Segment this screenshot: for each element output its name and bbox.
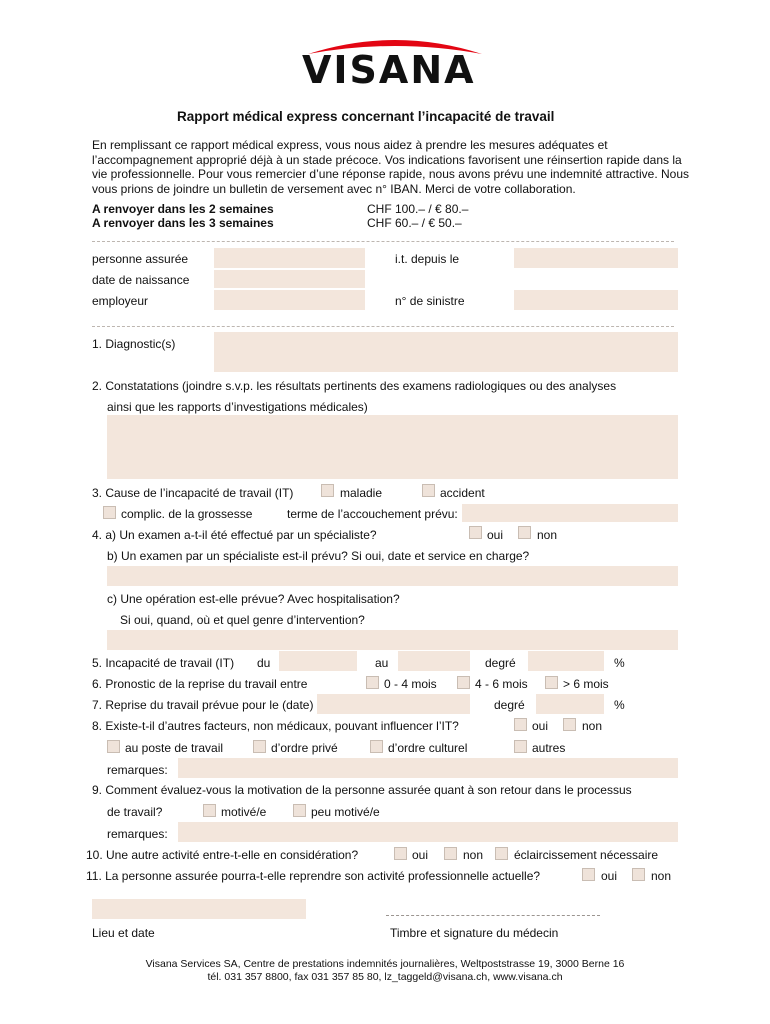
- q11-label: 11. La personne assurée pourra-t-elle reprendre son activité professionnelle actuelle?: [86, 869, 541, 883]
- q11-yes-label: oui: [601, 869, 618, 883]
- return-3-amount: CHF 60.– / € 50.–: [367, 216, 462, 230]
- q8-label: 8. Existe-t-il d’autres facteurs, non médicaux, pouvant influencer l’IT?: [92, 719, 459, 733]
- q7-label: 7. Reprise du travail prévue pour le (date): [92, 698, 314, 712]
- q10-no-checkbox[interactable]: [444, 847, 457, 860]
- q8-opt3-label: d’ordre culturel: [388, 741, 468, 755]
- q8-remarks-field[interactable]: [178, 758, 678, 778]
- claim-label: n° de sinistre: [395, 294, 465, 308]
- q8-opt3-checkbox[interactable]: [370, 740, 383, 753]
- findings-field[interactable]: [107, 415, 678, 479]
- q6-label: 6. Pronostic de la reprise du travail entre: [92, 677, 308, 691]
- stamp-label: Timbre et signature du médecin: [390, 926, 559, 940]
- q3-label: 3. Cause de l’incapacité de travail (IT): [92, 486, 294, 500]
- claim-field[interactable]: [514, 290, 678, 310]
- q4c-label: c) Une opération est-elle prévue? Avec hospitalisation?: [107, 592, 400, 606]
- q4a-yes-checkbox[interactable]: [469, 526, 482, 539]
- q8-opt2-label: d’ordre privé: [271, 741, 338, 755]
- q5-to-label: au: [375, 656, 389, 670]
- q9-opt2-checkbox[interactable]: [293, 804, 306, 817]
- q8-remarks-label: remarques:: [107, 763, 168, 777]
- place-date-field[interactable]: [92, 899, 306, 919]
- q5-to-field[interactable]: [398, 651, 470, 671]
- q5-from-field[interactable]: [279, 651, 357, 671]
- q9-label-2: de travail?: [107, 805, 163, 819]
- q6-opt1-label: 0 - 4 mois: [384, 677, 437, 691]
- q7-percent-label: %: [614, 698, 625, 712]
- q8-yes-checkbox[interactable]: [514, 718, 527, 731]
- q8-opt2-checkbox[interactable]: [253, 740, 266, 753]
- q9-remarks-field[interactable]: [178, 822, 678, 842]
- q5-label: 5. Incapacité de travail (IT): [92, 656, 235, 670]
- q10-label: 10. Une autre activité entre-t-elle en considération?: [86, 848, 359, 862]
- q2-label-2: ainsi que les rapports d’investigations médicales): [107, 400, 368, 414]
- page-title: Rapport médical express concernant l’incapacité de travail: [177, 109, 555, 124]
- due-date-label: terme de l’accouchement prévu:: [287, 507, 458, 521]
- q7-date-field[interactable]: [317, 694, 470, 714]
- q9-opt2-label: peu motivé/e: [311, 805, 380, 819]
- return-2-amount: CHF 100.– / € 80.–: [367, 202, 469, 216]
- q4b-field[interactable]: [107, 566, 678, 586]
- q4a-yes-label: oui: [487, 528, 504, 542]
- q8-no-label: non: [582, 719, 603, 733]
- q4a-label: 4. a) Un examen a-t-il été effectué par un spécialiste?: [92, 528, 377, 542]
- q8-no-checkbox[interactable]: [563, 718, 576, 731]
- illness-label: maladie: [340, 486, 383, 500]
- q6-opt1-checkbox[interactable]: [366, 676, 379, 689]
- employer-label: employeur: [92, 294, 149, 308]
- q9-remarks-label: remarques:: [107, 827, 168, 841]
- visana-logo: [300, 34, 490, 94]
- q8-opt4-label: autres: [532, 741, 566, 755]
- q5-degree-field[interactable]: [528, 651, 604, 671]
- q4c-field[interactable]: [107, 630, 678, 650]
- q8-yes-label: oui: [532, 719, 549, 733]
- birth-field[interactable]: [214, 270, 365, 288]
- q10-clarify-label: éclaircissement nécessaire: [514, 848, 659, 862]
- q5-percent-label: %: [614, 656, 625, 670]
- q4a-no-label: non: [537, 528, 558, 542]
- q8-opt1-checkbox[interactable]: [107, 740, 120, 753]
- q8-opt4-checkbox[interactable]: [514, 740, 527, 753]
- insured-field[interactable]: [214, 248, 365, 268]
- it-since-label: i.t. depuis le: [395, 252, 460, 266]
- q10-yes-checkbox[interactable]: [394, 847, 407, 860]
- q7-degree-field[interactable]: [536, 694, 604, 714]
- q9-opt1-checkbox[interactable]: [203, 804, 216, 817]
- return-3-label: A renvoyer dans les 3 semaines: [92, 216, 274, 230]
- place-date-label: Lieu et date: [92, 926, 155, 940]
- it-since-field[interactable]: [514, 248, 678, 268]
- accident-checkbox[interactable]: [422, 484, 435, 497]
- q8-opt1-label: au poste de travail: [125, 741, 224, 755]
- accident-label: accident: [440, 486, 485, 500]
- pregnancy-label: complic. de la grossesse: [121, 507, 253, 521]
- divider: [92, 326, 674, 327]
- q11-no-checkbox[interactable]: [632, 868, 645, 881]
- q6-opt3-label: > 6 mois: [563, 677, 609, 691]
- q1-label: 1. Diagnostic(s): [92, 337, 176, 351]
- diagnosis-field[interactable]: [214, 332, 678, 372]
- birth-label: date de naissance: [92, 273, 190, 287]
- q7-degree-label: degré: [494, 698, 525, 712]
- due-date-field[interactable]: [462, 504, 678, 522]
- q9-label: 9. Comment évaluez-vous la motivation de la personne assurée quant à son retour dans le processus: [92, 783, 632, 797]
- footer-line-2: tél. 031 357 8800, fax 031 357 85 80, lz_taggeld@visana.ch, www.visana.ch: [207, 971, 563, 983]
- employer-field[interactable]: [214, 290, 365, 310]
- q10-no-label: non: [463, 848, 484, 862]
- footer-line-1: Visana Services SA, Centre de prestations indemnités journalières, Weltpoststrasse 19, 3000 Berne 16: [145, 958, 625, 970]
- divider: [92, 241, 674, 242]
- q10-clarify-checkbox[interactable]: [495, 847, 508, 860]
- logo-text: VISANA: [302, 48, 476, 92]
- q9-opt1-label: motivé/e: [221, 805, 267, 819]
- q4c-label-2: Si oui, quand, où et quel genre d’intervention?: [120, 613, 365, 627]
- illness-checkbox[interactable]: [321, 484, 334, 497]
- q10-yes-label: oui: [412, 848, 429, 862]
- q4a-no-checkbox[interactable]: [518, 526, 531, 539]
- q6-opt3-checkbox[interactable]: [545, 676, 558, 689]
- signature-line: [386, 915, 600, 916]
- insured-label: personne assurée: [92, 252, 189, 266]
- q6-opt2-label: 4 - 6 mois: [475, 677, 528, 691]
- q11-yes-checkbox[interactable]: [582, 868, 595, 881]
- intro-text: En remplissant ce rapport médical express, vous nous aidez à prendre les mesures adéquates et l’accompagnement approprié déjà à un stade précoce. Vos indications favorisent une réinsertion rapide dans la vie professionnelle. Pour vous remercier d’une réponse rapide, nous avons prévu une indemnité attractive. Nous vous prions de joindre un bulletin de versement avec n° IBAN. Merci de votre collaboration.: [92, 138, 689, 196]
- q4b-label: b) Un examen par un spécialiste est-il prévu? Si oui, date et service en charge?: [107, 549, 530, 563]
- pregnancy-checkbox[interactable]: [103, 506, 116, 519]
- return-2-label: A renvoyer dans les 2 semaines: [92, 202, 274, 216]
- q2-label: 2. Constatations (joindre s.v.p. les résultats pertinents des examens radiologiques ou des analyses: [92, 379, 617, 393]
- q11-no-label: non: [651, 869, 672, 883]
- q6-opt2-checkbox[interactable]: [457, 676, 470, 689]
- q5-degree-label: degré: [485, 656, 516, 670]
- q5-from-label: du: [257, 656, 271, 670]
